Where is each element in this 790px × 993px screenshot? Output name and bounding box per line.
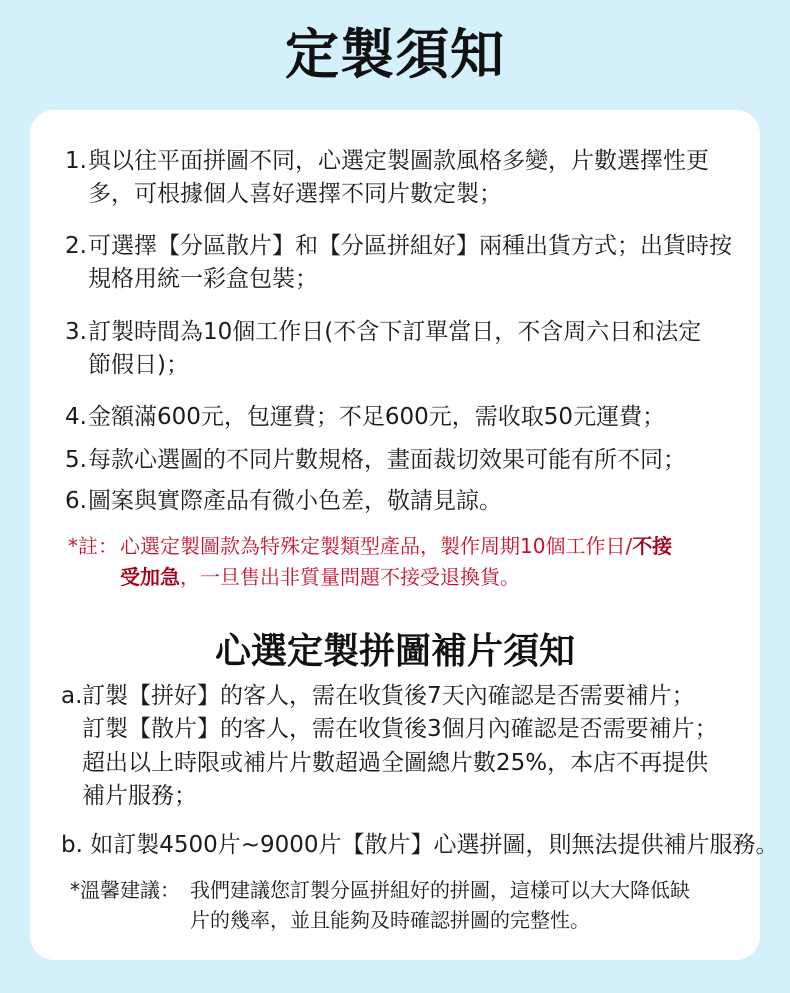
note-text (120, 531, 672, 593)
red-notice (68, 531, 672, 593)
tip-line: 我們建議您訂製分區拼組好的拼圖，這樣可以大大降低缺 (190, 878, 690, 902)
notice-item-5 (65, 444, 686, 477)
note-emphasis: 不接 (632, 534, 673, 558)
section-title-refill: 心選定製拼圖補片須知 (214, 631, 575, 672)
note-label: *註： (68, 534, 118, 558)
item-line: 與以往平面拼圖不同，心選定製圖款風格多變，片數選擇性更 (88, 148, 709, 174)
item-text (88, 145, 709, 211)
note-emphasis: 受加急 (120, 565, 180, 589)
item-number: 3. (65, 319, 87, 345)
item-number: a. (61, 683, 83, 709)
item-line: 規格用統一彩盒包裝； (88, 266, 318, 292)
item-line: 訂製【拼好】的客人，需在收貨後7天內確認是否需要補片； (82, 683, 695, 709)
item-number: 6. (65, 488, 87, 514)
note-line-text: ，一旦售出非質量問題不接受退換貨。 (180, 565, 520, 589)
item-line: 可選擇【分區散片】和【分區拼組好】兩種出貨方式；出貨時按 (88, 233, 732, 259)
item-number: 1. (65, 148, 87, 174)
item-line: 訂製時間為10個工作日(不含下訂單當日，不含周六日和法定 (88, 319, 702, 345)
item-text (88, 230, 732, 296)
item-number: 5. (65, 447, 87, 473)
refill-item-b (61, 829, 779, 862)
notice-item-3 (65, 316, 701, 382)
item-text (82, 680, 718, 813)
note-line (120, 531, 672, 562)
item-line: 多，可根據個人喜好選擇不同片數定製； (88, 181, 502, 207)
item-line: b. 如訂製4500片~9000片【散片】心選拼圖，則無法提供補片服務。 (61, 832, 779, 858)
item-text (88, 316, 701, 382)
item-line: 超出以上時限或補片片數超過全圖總片數25%，本店不再提供 (82, 749, 709, 776)
item-number: 4. (65, 404, 87, 430)
tip-text (190, 875, 690, 935)
item-text (88, 401, 665, 434)
tip-label: *溫馨建議： (70, 878, 180, 902)
tip-line: 片的幾率，並且能夠及時確認拼圖的完整性。 (190, 908, 590, 932)
item-line: 訂製【散片】的客人，需在收貨後3個月內確認是否需要補片； (82, 716, 718, 743)
notice-item-4 (65, 401, 665, 434)
note-line (120, 562, 672, 593)
page-title: 定製須知 (285, 23, 505, 86)
item-line: 圖案與實際產品有微小色差，敬請見諒。 (88, 488, 502, 514)
item-line: 金額滿600元，包運費；不足600元，需收取50元運費； (88, 404, 666, 430)
note-line-text: 心選定製圖款為特殊定製類型產品，製作周期10個工作日/ (120, 534, 633, 558)
item-line: 節假日)； (88, 352, 189, 378)
item-text (88, 485, 502, 518)
item-number: 2. (65, 233, 87, 259)
notice-item-1 (65, 145, 709, 211)
notice-item-6 (65, 485, 502, 518)
warm-tip (70, 875, 690, 935)
notice-item-2 (65, 230, 732, 296)
item-text (88, 444, 686, 477)
item-line: 每款心選圖的不同片數規格，畫面裁切效果可能有所不同； (88, 447, 686, 473)
item-line: 補片服務； (82, 782, 197, 809)
refill-item-a (61, 680, 718, 813)
